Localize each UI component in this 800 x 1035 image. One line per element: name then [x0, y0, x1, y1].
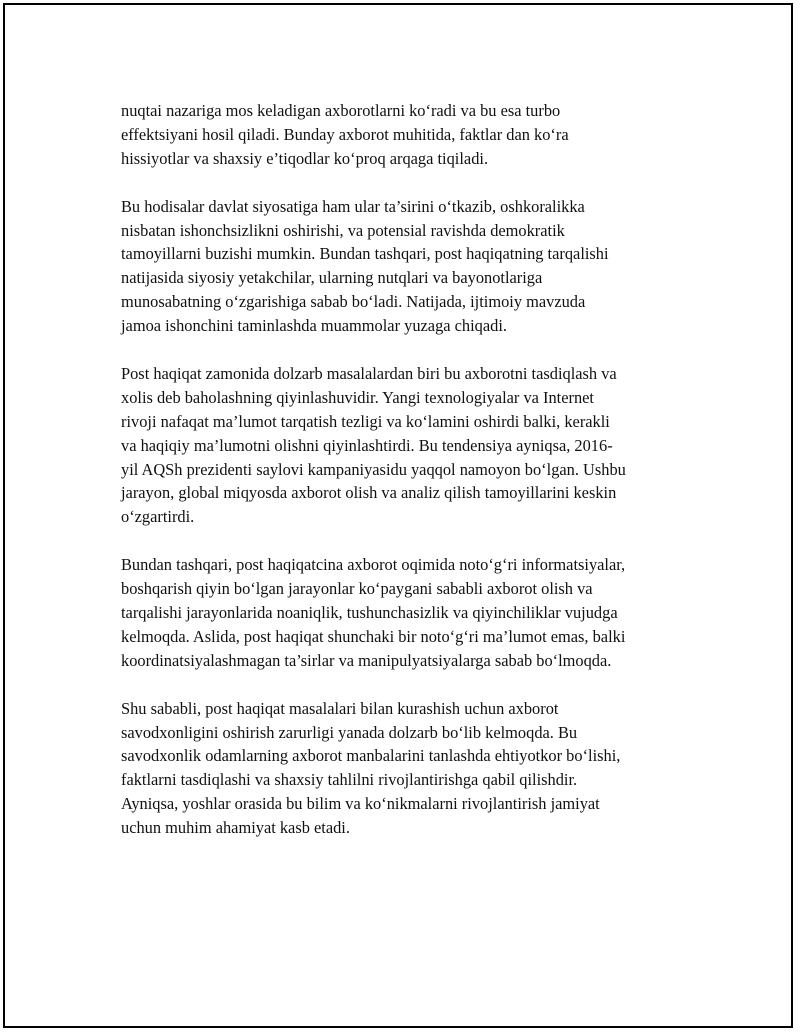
text-line: Shu sababli, post haqiqat masalalari bilan kurashish uchun axborot	[121, 698, 559, 718]
text-line: rivoji nafaqat ma’lumot tarqatish tezligi va ko‘lamini oshirdi balki, kerakli	[121, 411, 610, 431]
text-line: savodxonligini oshirish zarurligi yanada dolzarb bo‘lib kelmoqda. Bu	[121, 722, 578, 742]
paragraph-3	[121, 362, 681, 529]
text-line: jarayon, global miqyosda axborot olish va analiz qilish tamoyillarini keskin	[121, 483, 617, 503]
paragraph-5	[121, 697, 681, 840]
paragraph-1	[121, 99, 681, 171]
text-line: xolis deb baholashning qiyinlashuvidir. Yangi texnologiyalar va Internet	[121, 387, 594, 407]
text-line: va haqiqiy ma’lumotni olishni qiyinlashtirdi. Bu tendensiya ayniqsa, 2016-	[121, 435, 613, 455]
paragraph-2	[121, 195, 681, 338]
text-line: nuqtai nazariga mos keladigan axborotlarni ko‘radi va bu esa turbo	[121, 101, 561, 120]
paragraph-4	[121, 553, 681, 673]
text-line: koordinatsiyalashmagan ta’sirlar va manipulyatsiyalarga sabab bo‘lmoqda.	[121, 650, 612, 670]
text-line: Ayniqsa, yoshlar orasida bu bilim va ko‘nikmalarni rivojlantirish jamiyat	[121, 794, 600, 814]
text-line: effektsiyani hosil qiladi. Bunday axborot muhitida, faktlar dan ko‘ra	[121, 124, 569, 144]
text-line: savodxonlik odamlarning axborot manbalarini tanlashda ehtiyotkor bo‘lishi,	[121, 746, 621, 766]
text-line: tarqalishi jarayonlarida noaniqlik, tushunchasizlik va qiyinchiliklar vujudga	[121, 602, 618, 622]
text-line: hissiyotlar va shaxsiy e’tiqodlar ko‘proq arqaga tiqiladi.	[121, 148, 489, 168]
text-line: nisbatan ishonchsizlikni oshirishi, va potensial ravishda demokratik	[121, 220, 565, 240]
text-line: faktlarni tasdiqlashi va shaxsiy tahlilni rivojlantirishga qabil qilishdir.	[121, 770, 578, 790]
text-line: yil AQSh prezidenti saylovi kampaniyasidu yaqqol namoyon bo‘lgan. Ushbu	[121, 459, 626, 479]
text-line: natijasida siyosiy yetakchilar, ularning nutqlari va bayonotlariga	[121, 268, 543, 288]
text-line: tamoyillarni buzishi mumkin. Bundan tashqari, post haqiqatning tarqalishi	[121, 244, 609, 264]
text-line: jamoa ishonchini taminlashda muammolar yuzaga chiqadi.	[121, 316, 507, 336]
text-line: uchun muhim ahamiyat kasb etadi.	[121, 818, 350, 838]
text-line: o‘zgartirdi.	[121, 507, 195, 527]
document-body	[121, 99, 681, 864]
text-line: munosabatning o‘zgarishiga sabab bo‘ladi. Natijada, ijtimoiy mavzuda	[121, 292, 586, 312]
text-line: Post haqiqat zamonida dolzarb masalalardan biri bu axborotni tasdiqlash va	[121, 363, 617, 383]
text-line: Bu hodisalar davlat siyosatiga ham ular ta’sirini o‘tkazib, oshkoralikka	[121, 196, 585, 216]
text-line: Bundan tashqari, post haqiqatcina axborot oqimida noto‘g‘ri informatsiyalar,	[121, 555, 626, 575]
document-page	[3, 3, 793, 1028]
text-line: kelmoqda. Aslida, post haqiqat shunchaki bir noto‘g‘ri ma’lumot emas, balki	[121, 626, 626, 646]
text-line: boshqarish qiyin bo‘lgan jarayonlar ko‘paygani sababli axborot olish va	[121, 579, 593, 599]
